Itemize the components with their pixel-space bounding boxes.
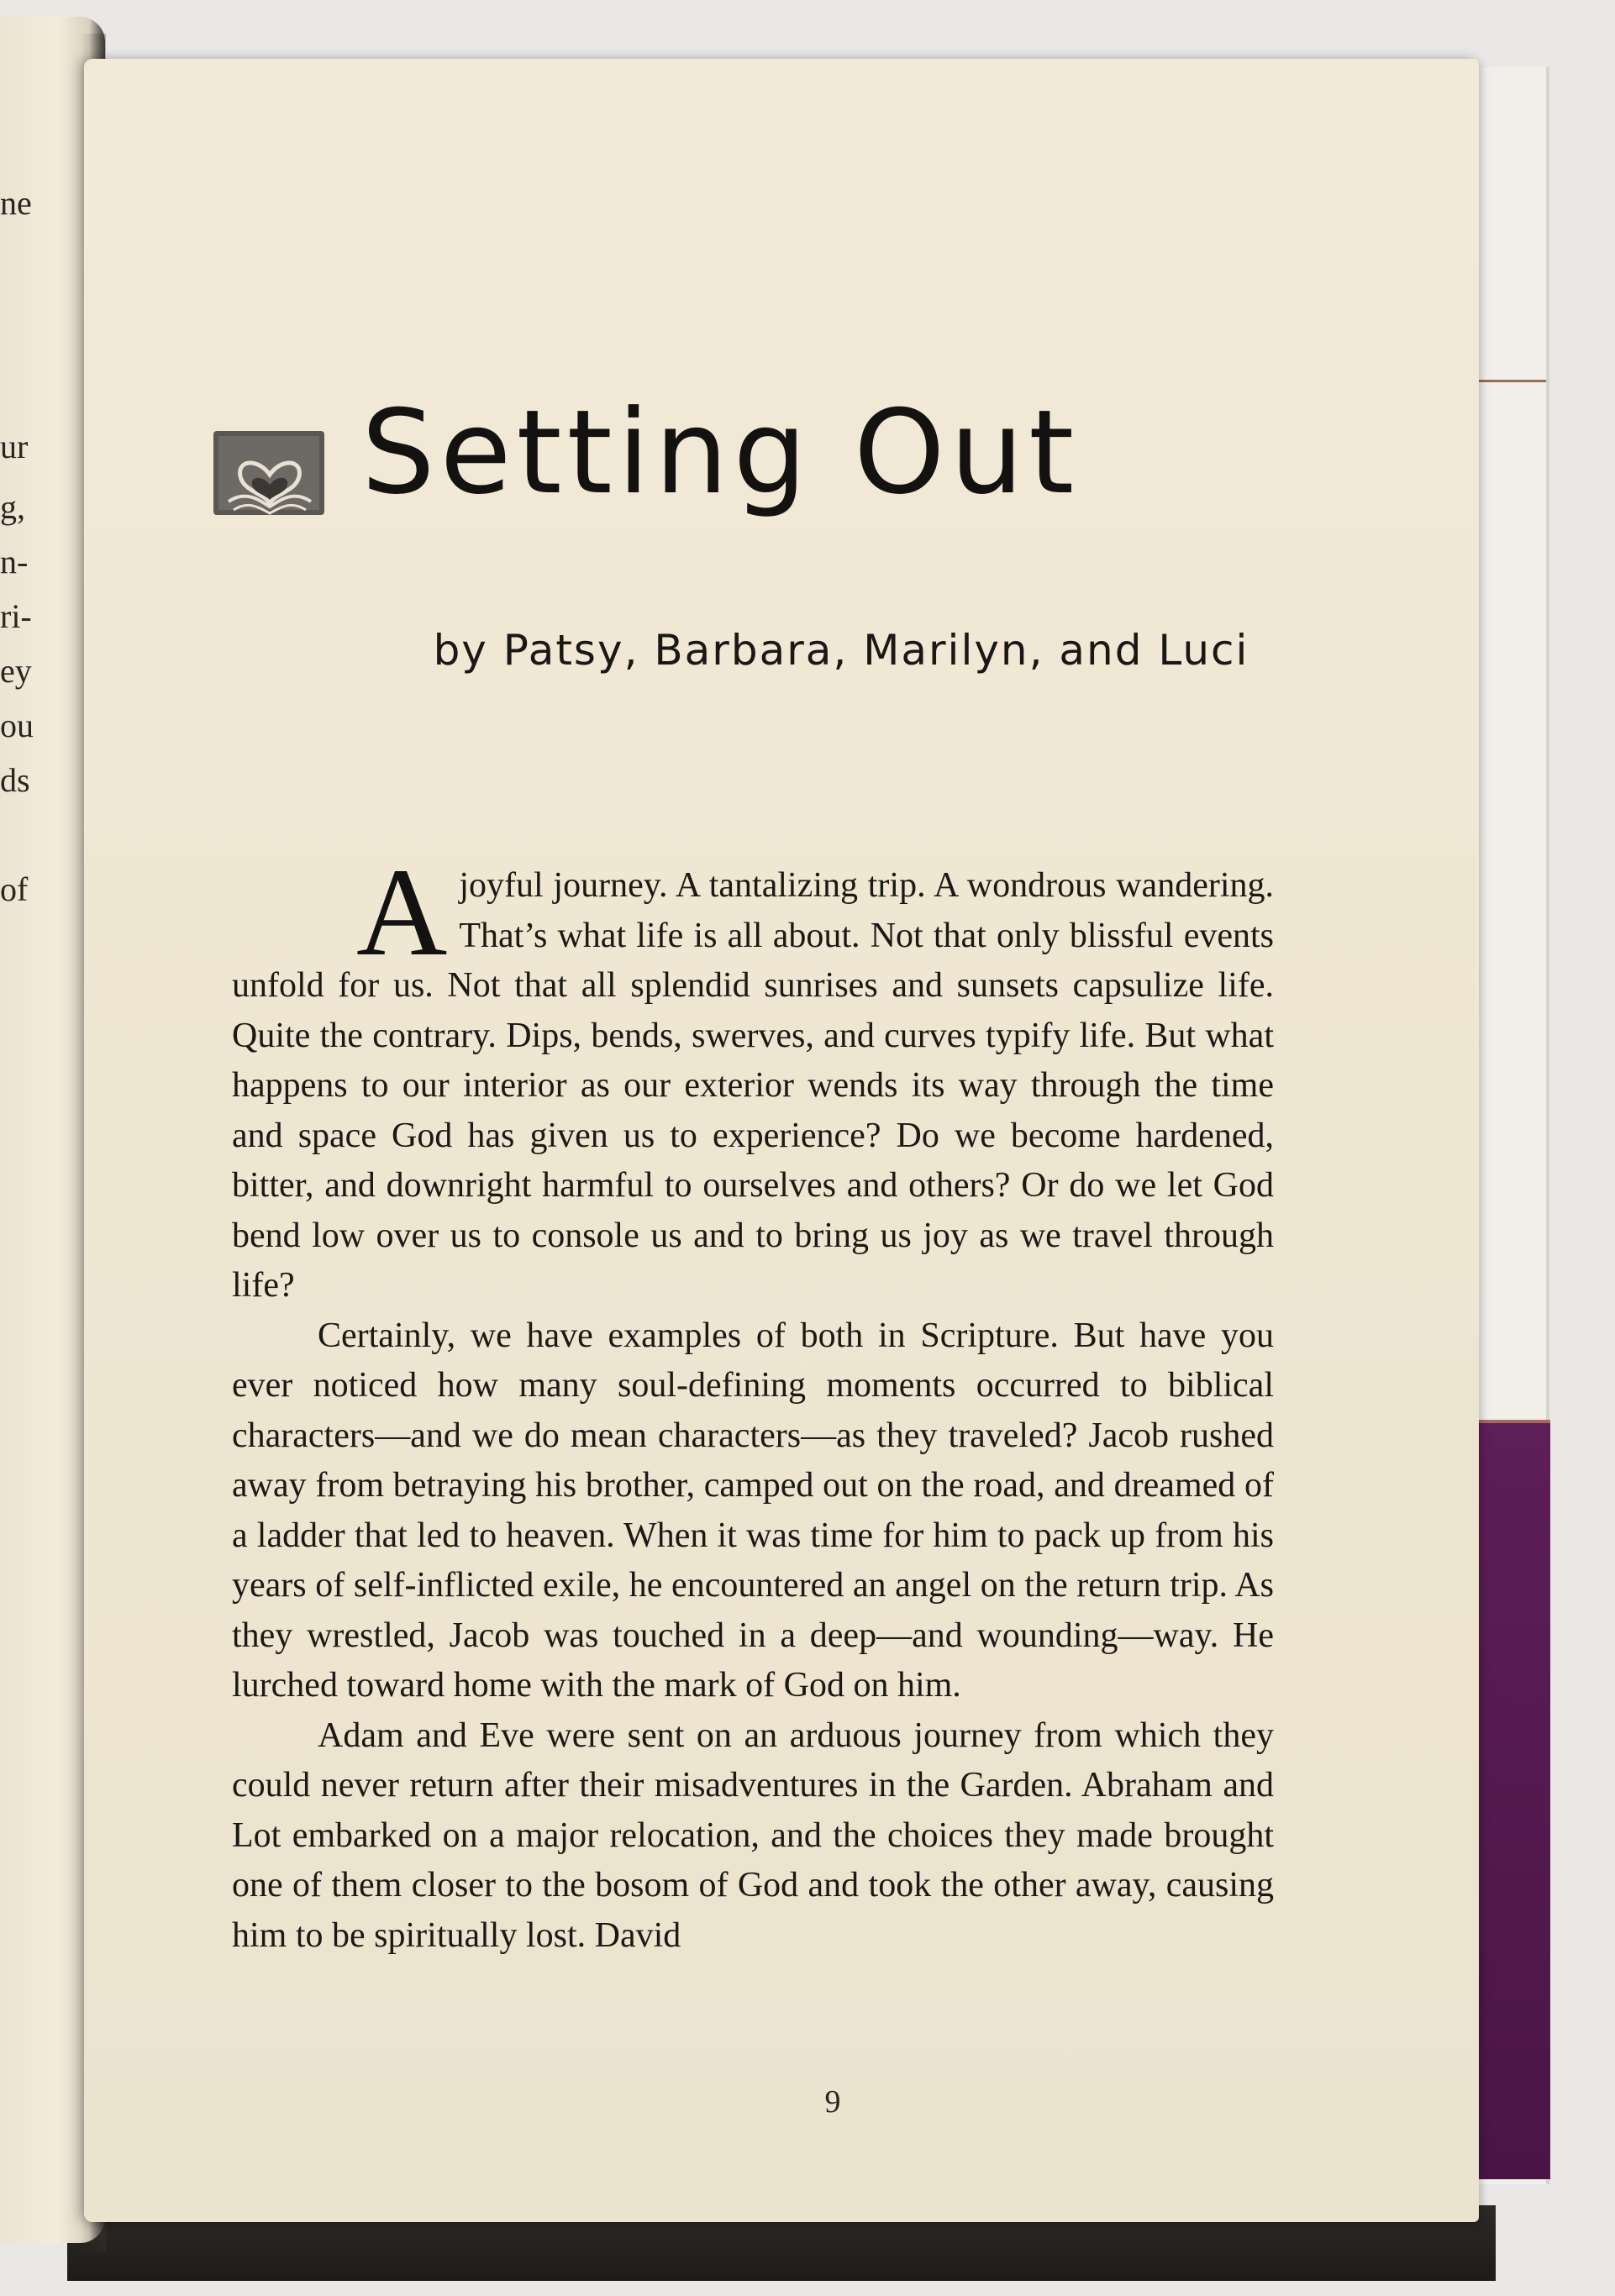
paragraph-3: Adam and Eve were sent on an arduous journey from which they could never return after their misadventures in the Garden. Abraham and Lot embarked on a major relocation, and the choices they made brought one of them closer to the bosom of God and took the other away, causing him to be spiritually lost. David xyxy=(232,1715,1274,1955)
drop-cap: A xyxy=(356,843,448,982)
paragraph-2: Certainly, we have examples of both in Scripture. But have you ever noticed how many soul-defining moments occurred to biblical characters—and we do mean characters—as they traveled? Jacob rushed away from betraying his brother, camped out on the road, and dreamed of a ladder that led to heaven. When it was time for him to pack up from his years of self-inflicted exile, he encountered an angel on the return trip. As they wrestled, Jacob was touched in a deep—and wounding—way. He lurched toward home with the mark of God on him. xyxy=(232,1316,1274,1705)
heart-flame-ornament-icon xyxy=(212,426,328,520)
left-page-fragment: ri- xyxy=(0,597,32,635)
cover-stripe xyxy=(1470,380,1546,382)
paragraph-1 xyxy=(232,843,1274,1311)
left-page-fragment: g, xyxy=(0,488,25,526)
left-page-fragment: ey xyxy=(0,652,32,690)
left-page-fragment: ur xyxy=(0,428,29,465)
left-page-fragment: ds xyxy=(0,761,30,799)
left-page-fragment: ou xyxy=(0,707,34,744)
paragraph-1-text: joyful journey. A tantalizing trip. A wondrous wandering. That’s what life is all about. Not that only blissful events unfold for us. Not that all splendid sunrises and sunsets capsulize life. Quite the contrary. Dips, bends, swerves, and curves typify life. But what happens to our interior as our exterior wends its way through the time and space God has given us to experience? Do we become hardened, bitter, and downright harmful to ourselves and others? Or do we let God bend low over us to console us and to bring us joy as we travel through life? xyxy=(232,866,1274,1305)
page-number: 9 xyxy=(824,2084,841,2120)
left-page-fragment: of xyxy=(0,870,29,908)
chapter-body xyxy=(232,843,1274,1961)
cover-purple-band xyxy=(1466,1420,1550,2179)
chapter-byline: by Patsy, Barbara, Marilyn, and Luci xyxy=(433,626,1249,675)
chapter-title: Setting Out xyxy=(361,385,1080,520)
left-page-fragment: n- xyxy=(0,543,29,581)
left-page-fragment: ne xyxy=(0,184,32,222)
